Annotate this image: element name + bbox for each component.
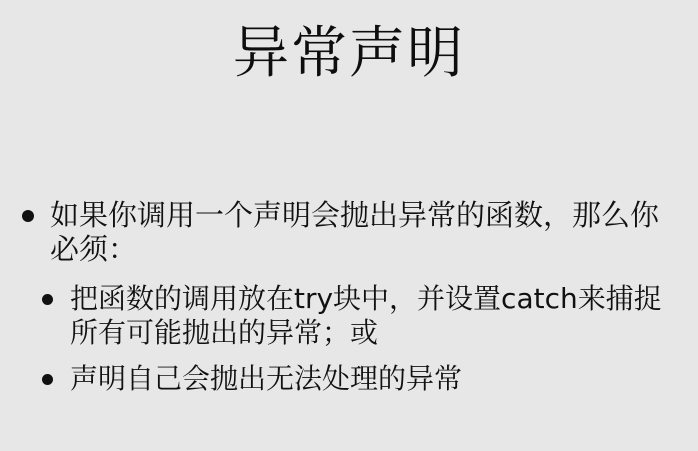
bullet-text: 如果你调用一个声明会抛出异常的函数，那么你必须： bbox=[50, 198, 660, 266]
slide-title: 异常声明 bbox=[233, 21, 465, 86]
sub-bullet-text: 把函数的调用放在try块中，并设置catch来捕捉所有可能抛出的异常；或 bbox=[70, 282, 662, 349]
sub-bullet-dot-icon bbox=[42, 294, 53, 305]
bullet-item-1 bbox=[22, 198, 682, 266]
sub-bullet-item-2 bbox=[40, 362, 682, 396]
sub-bullet-item-1 bbox=[40, 282, 682, 350]
bullet-dot-icon bbox=[22, 210, 34, 222]
sub-bullet-dot-icon bbox=[42, 374, 53, 385]
bullet-list bbox=[22, 198, 682, 396]
sub-bullet-text: 声明自己会抛出无法处理的异常 bbox=[70, 362, 463, 395]
